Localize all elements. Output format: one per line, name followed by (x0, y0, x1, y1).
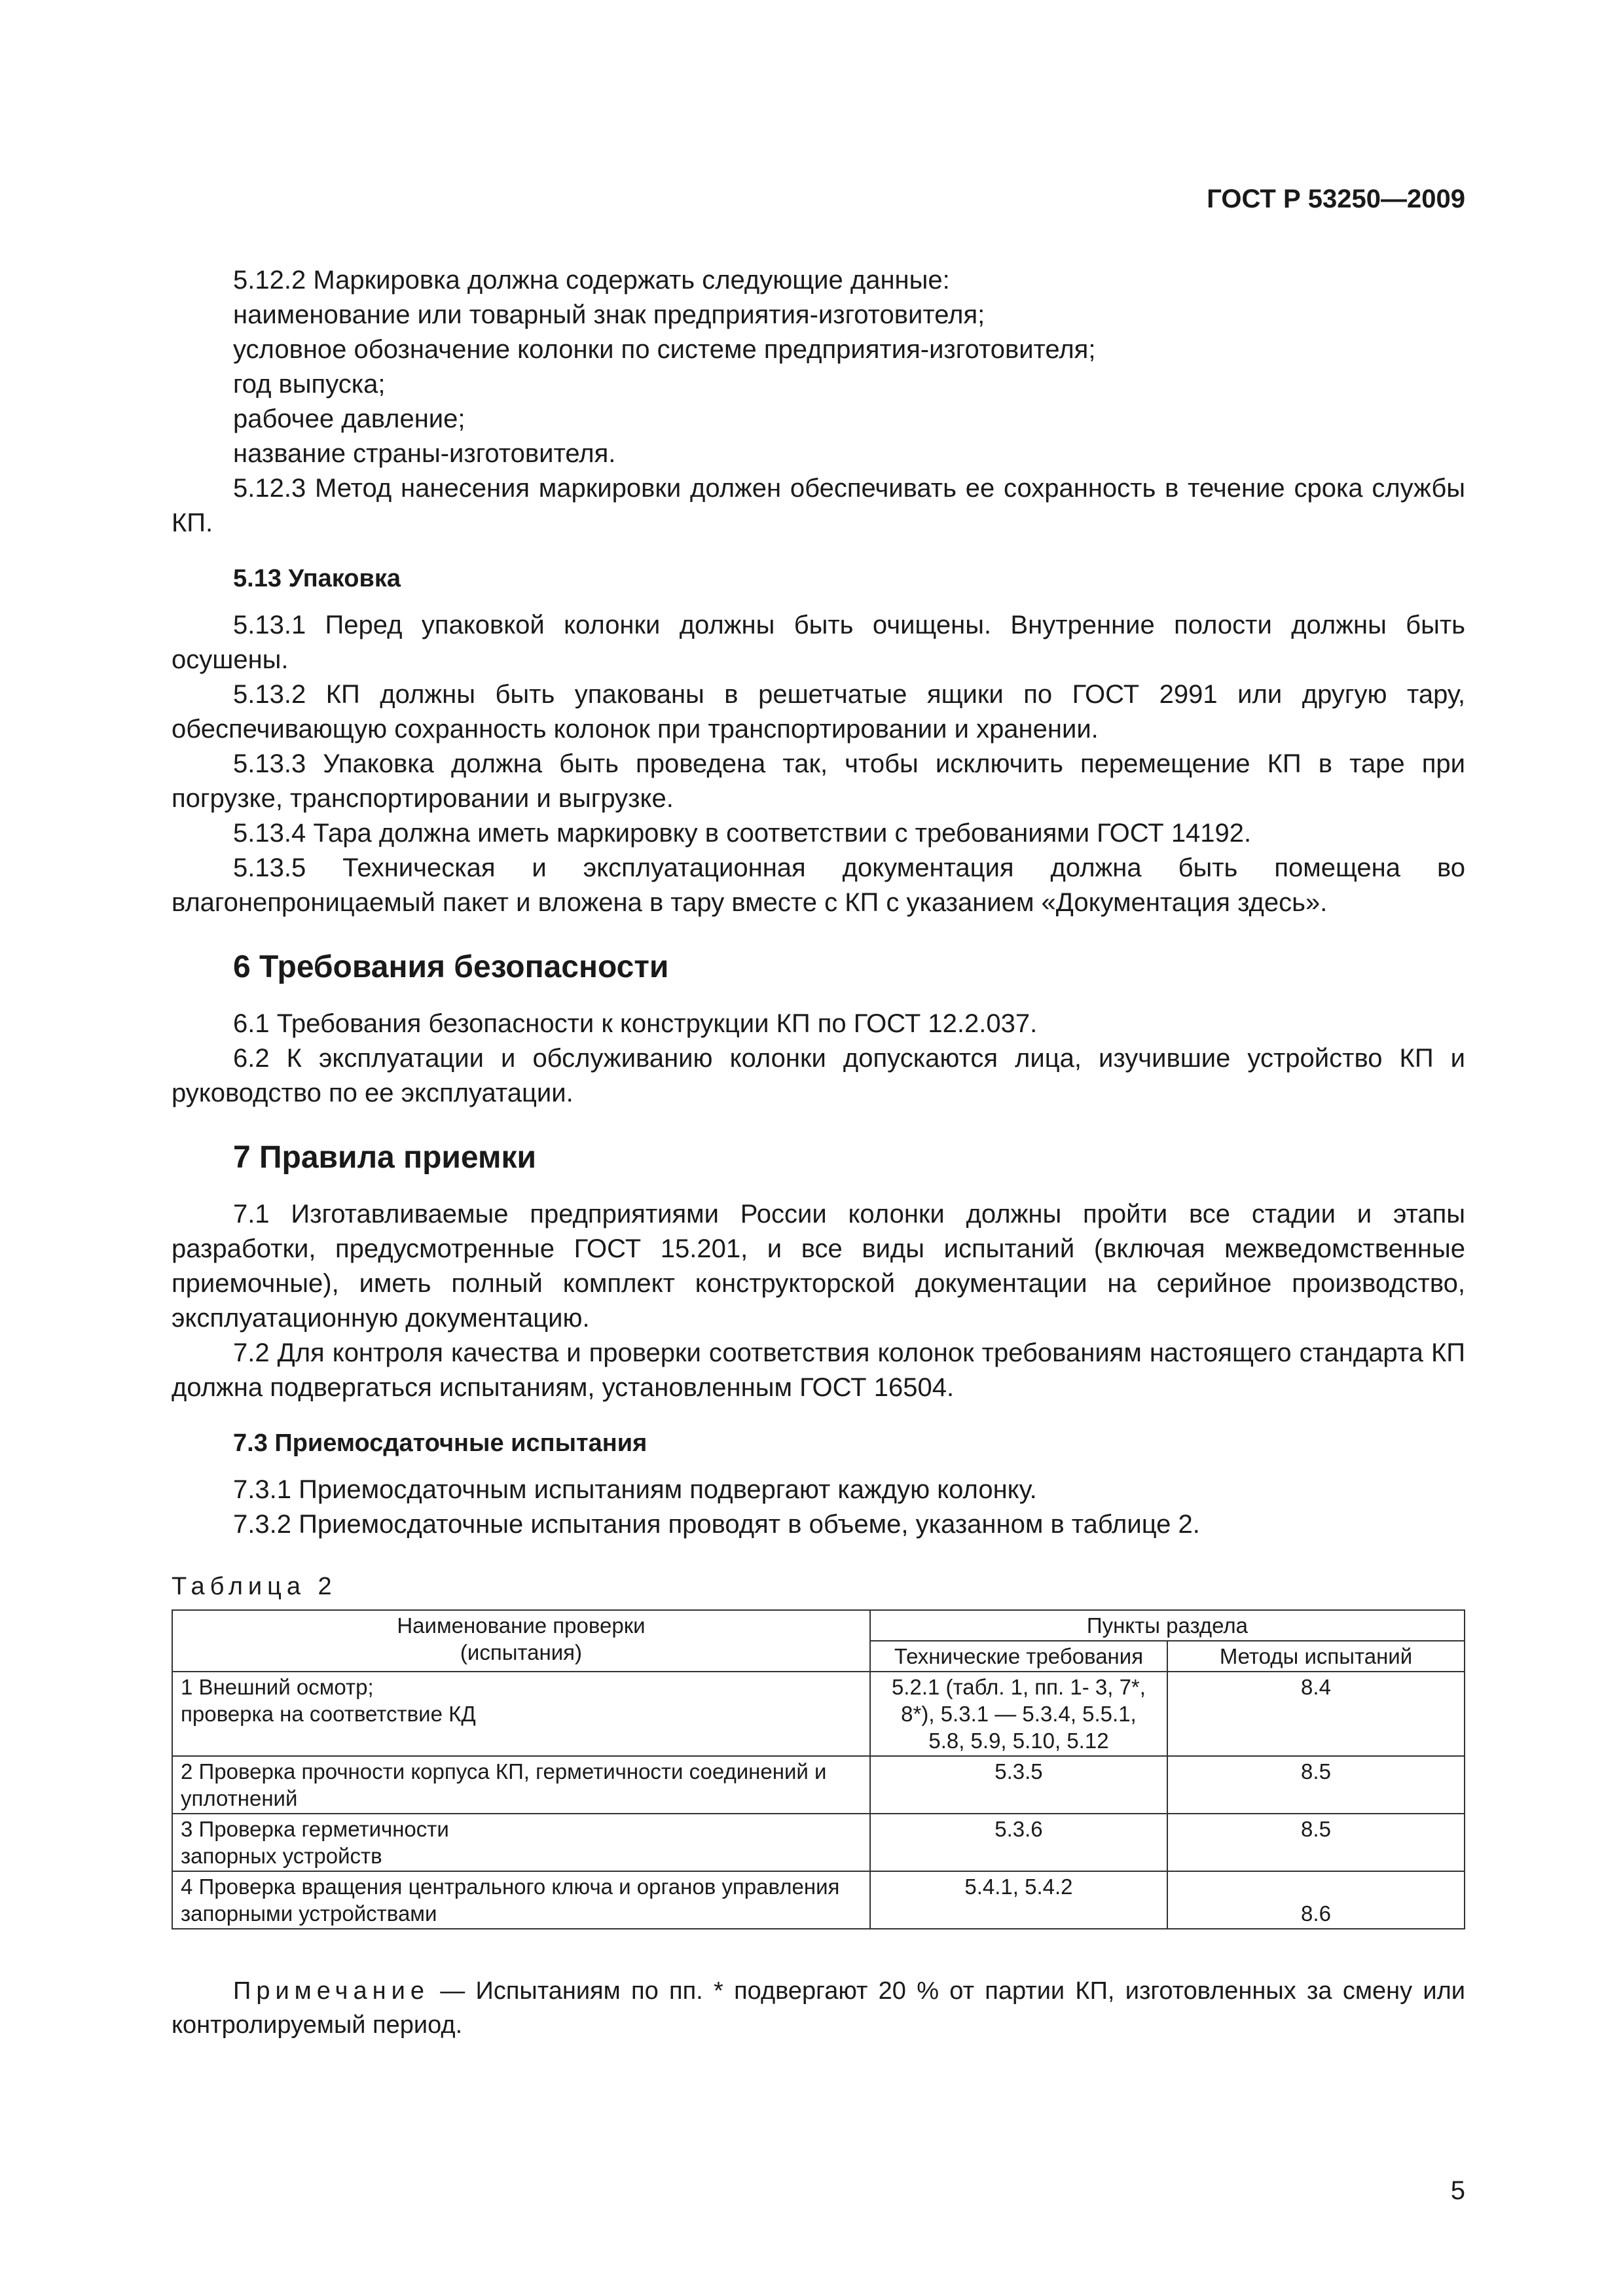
paragraph-5-13-2: 5.13.2 КП должны быть упакованы в решетчатые ящики по ГОСТ 2991 или другую тару, обеспечивающую сохранность колонок при транспортировании и хранении. (172, 680, 1465, 744)
header-text: Наименование проверки (397, 1613, 646, 1638)
header-text: (испытания) (460, 1640, 583, 1664)
paragraph-6-2: 6.2 К эксплуатации и обслуживанию колонки допускаются лица, изучившие устройство КП и руководство по ее эксплуатации. (172, 1044, 1465, 1107)
table-row (172, 1814, 1465, 1871)
paragraph-5-13-5: 5.13.5 Техническая и эксплуатационная документация должна быть помещена во влагонепроницаемый пакет и вложена в тару вместе с КП с указанием «Документация здесь». (172, 853, 1465, 917)
cell-tech (870, 1672, 1167, 1756)
table-row (172, 1672, 1465, 1756)
cell-text: 3 Проверка герметичности (181, 1817, 449, 1841)
column-header-tech: Технические требования (870, 1641, 1167, 1672)
cell-name (172, 1814, 870, 1871)
cell-method: 8.5 (1167, 1756, 1465, 1814)
marking-item: условное обозначение колонки по системе предприятия-изготовителя; (233, 335, 1096, 364)
paragraph-5-12-3: 5.12.3 Метод нанесения маркировки должен обеспечивать ее сохранность в течение срока службы КП. (172, 474, 1465, 537)
paragraph-5-13-3: 5.13.3 Упаковка должна быть проведена так, чтобы исключить перемещение КП в таре при погрузке, транспортировании и выгрузке. (172, 749, 1465, 813)
acceptance-tests-table (172, 1609, 1465, 1929)
table-caption: Таблица 2 (172, 1573, 337, 1600)
cell-text: 2 Проверка прочности корпуса КП, герметичности соединений и (181, 1759, 827, 1784)
cell-text: запорными устройствами (181, 1901, 437, 1926)
cell-name (172, 1871, 870, 1929)
cell-tech: 5.3.6 (870, 1814, 1167, 1871)
paragraph-5-13-4: 5.13.4 Тара должна иметь маркировку в соответствии с требованиями ГОСТ 14192. (233, 819, 1252, 848)
cell-tech: 5.4.1, 5.4.2 (870, 1871, 1167, 1929)
cell-text: 4 Проверка вращения центрального ключа и органов управления (181, 1874, 840, 1899)
cell-text: уплотнений (181, 1786, 298, 1810)
column-header-methods: Методы испытаний (1167, 1641, 1465, 1672)
marking-item: год выпуска; (233, 370, 386, 399)
cell-text: 8*), 5.3.1 — 5.3.4, 5.5.1, (901, 1702, 1137, 1726)
marking-item: рабочее давление; (233, 404, 465, 433)
cell-text: 1 Внешний осмотр; (181, 1675, 374, 1699)
heading-5-13: 5.13 Упаковка (233, 565, 401, 592)
heading-section-7: 7 Правила приемки (233, 1140, 537, 1175)
paragraph-7-2: 7.2 Для контроля качества и проверки соответствия колонок требованиям настоящего стандарта КП должна подвергаться испытаниям, установленным ГОСТ 16504. (172, 1338, 1465, 1402)
page-number: 5 (1450, 2176, 1465, 2205)
cell-name (172, 1756, 870, 1814)
cell-method: 8.6 (1167, 1871, 1465, 1929)
heading-section-6: 6 Требования безопасности (233, 950, 669, 984)
table-row (172, 1756, 1465, 1814)
table-row (172, 1871, 1465, 1929)
heading-7-3: 7.3 Приемосдаточные испытания (233, 1429, 647, 1457)
note-label: Примечание (233, 1977, 429, 2005)
note-text: — Испытаниям по пп. * подвергают 20 % от партии КП, изготовленных за смену или контролируемый период. (172, 1977, 1465, 2039)
cell-method: 8.5 (1167, 1814, 1465, 1871)
paragraph-7-3-2: 7.3.2 Приемосдаточные испытания проводят в объеме, указанном в таблице 2. (233, 1510, 1200, 1539)
document-code: ГОСТ Р 53250—2009 (1207, 185, 1465, 213)
paragraph-5-12-2: 5.12.2 Маркировка должна содержать следующие данные: (233, 266, 950, 295)
table-note (172, 1974, 1465, 2042)
cell-text: 5.8, 5.9, 5.10, 5.12 (928, 1729, 1109, 1753)
cell-text: проверка на соответствие КД (181, 1702, 476, 1726)
paragraph-7-3-1: 7.3.1 Приемосдаточным испытаниям подвергают каждую колонку. (233, 1475, 1037, 1504)
cell-tech: 5.3.5 (870, 1756, 1167, 1814)
table-header-row (172, 1610, 1465, 1641)
marking-item: название страны-изготовителя. (233, 439, 616, 468)
cell-method: 8.4 (1167, 1672, 1465, 1756)
paragraph-5-13-1: 5.13.1 Перед упаковкой колонки должны быть очищены. Внутренние полости должны быть осушены. (172, 611, 1465, 674)
page-content (172, 263, 1465, 2067)
column-group-header: Пункты раздела (870, 1610, 1465, 1641)
paragraph-6-1: 6.1 Требования безопасности к конструкции КП по ГОСТ 12.2.037. (233, 1009, 1038, 1038)
cell-name (172, 1672, 870, 1756)
cell-text: 5.2.1 (табл. 1, пп. 1- 3, 7*, (891, 1675, 1146, 1699)
paragraph-7-1: 7.1 Изготавливаемые предприятиями России колонки должны пройти все стадии и этапы разработки, предусмотренные ГОСТ 15.201, и все виды испытаний (включая межведомственные приемочные), иметь полный комплект конструкторской документации на серийное производство, эксплуатационную документацию. (172, 1200, 1465, 1333)
column-header-name (172, 1610, 870, 1672)
marking-item: наименование или товарный знак предприятия-изготовителя; (233, 300, 985, 329)
cell-text: запорных устройств (181, 1844, 382, 1868)
